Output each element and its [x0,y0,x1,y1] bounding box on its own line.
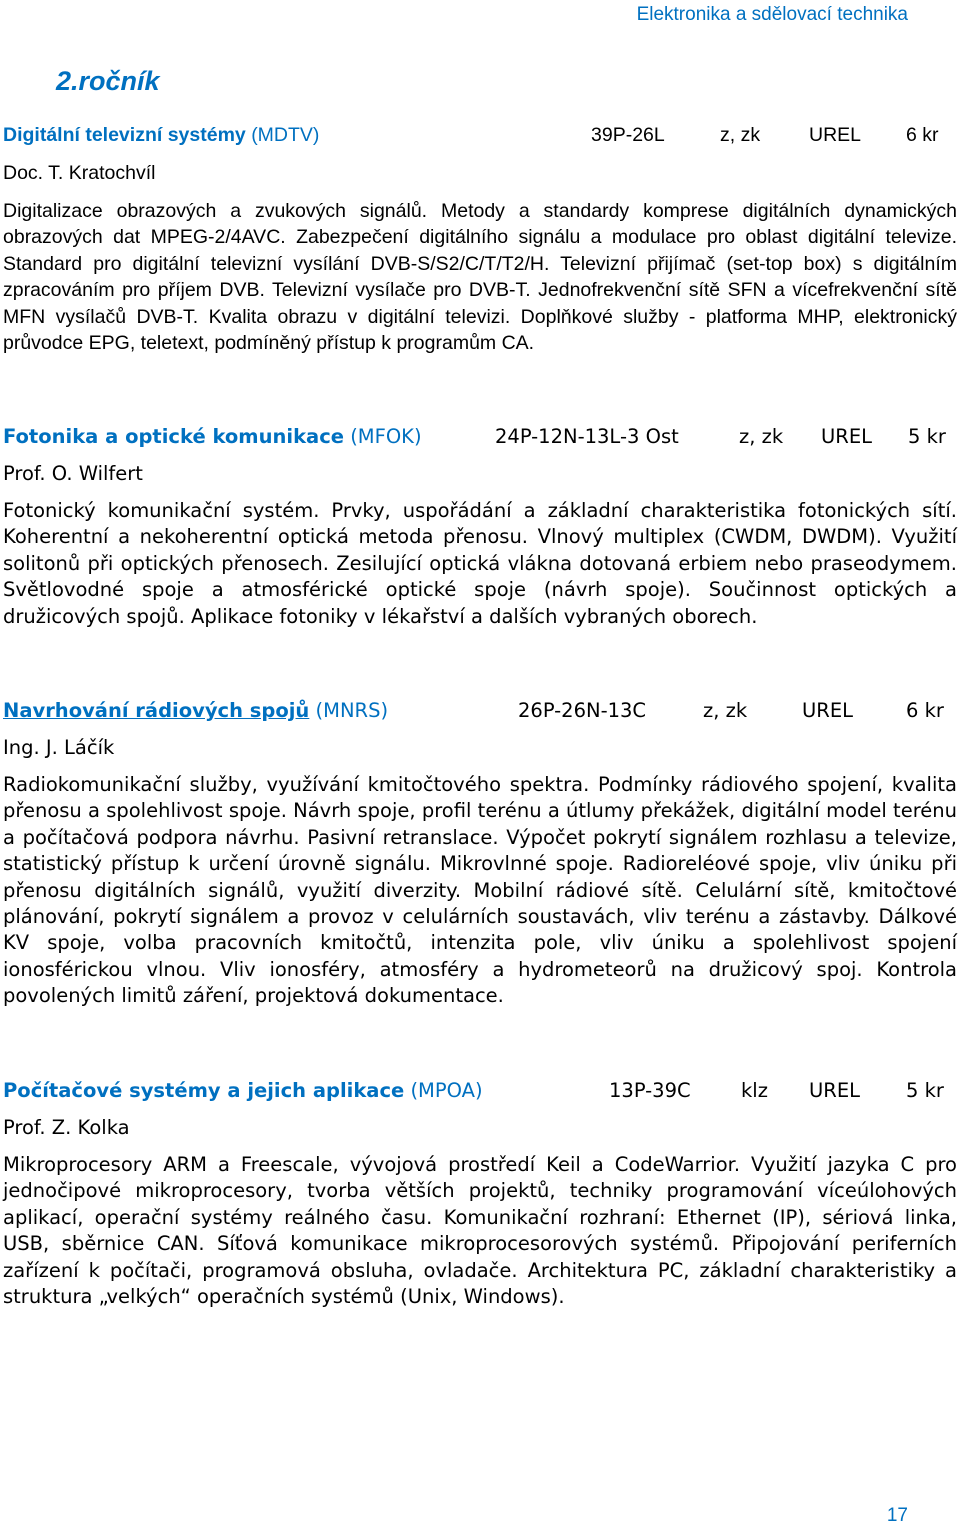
page-number: 17 [886,1505,908,1526]
course-credits: 6 kr [906,699,944,722]
course-completion: z, zk [703,699,748,722]
running-header: Elektronika a sdělovací technika [636,4,908,25]
course-lecturer: Prof. Z. Kolka [3,1116,130,1139]
course-title: Digitální televizní systémy [3,124,246,146]
course-department: UREL [821,425,873,448]
course-mfok [3,424,957,630]
course-title: Fotonika a optické komunikace [3,425,344,448]
course-completion: klz [741,1079,768,1102]
course-code: (MDTV) [251,124,320,146]
course-header [3,698,957,724]
course-hours: 13P-39C [609,1079,691,1102]
course-department: UREL [809,1079,861,1102]
course-code: (MFOK) [350,425,422,448]
course-mnrs [3,698,957,1010]
course-credits: 6 kr [906,124,939,146]
course-credits: 5 kr [906,1079,944,1102]
course-hours: 24P-12N-13L-3 Ost [495,425,679,448]
course-code: (MNRS) [315,699,389,722]
course-hours: 39P-26L [591,124,665,146]
course-mdtv [3,122,957,356]
course-header [3,1078,957,1104]
course-title: Navrhování rádiových spojů [3,699,310,722]
course-lecturer: Doc. T. Kratochvíl [3,162,156,184]
year-heading: 2.ročník [56,66,160,96]
course-mpoa [3,1078,957,1310]
course-department: UREL [809,124,862,146]
course-description: Digitalizace obrazových a zvukových signálů. Metody a standardy komprese digitálních dynamických obrazových dat MPEG-2/4AVC. Zabezpečení digitálního signálu a modulace pro oblast digitální televize. Standard pro digitální televizní vysílání DVB-S/S2/C/T/T2/H. Televizní přijímač (set-top box) s digitálním zpracováním pro příjem DVB. Televizní vysílače pro DVB-T. Jednofrekvenční sítě SFN a vícefrekvenční sítě MFN vysílačů DVB-T. Kvalita obrazu v digitální televizi. Doplňkové služby - platforma MHP, elektronický průvodce EPG, teletext, podmíněný přístup k programům CA. [3,200,957,355]
course-completion: z, zk [720,124,761,146]
course-hours: 26P-26N-13C [518,699,647,722]
course-header [3,424,957,450]
course-description: Radiokomunikační služby, využívání kmitočtového spektra. Podmínky rádiového spojení, kvalita přenosu a spolehlivost spoje. Návrh spoje, profil terénu a útlumy překážek, digitální model terénu a počítačová podpora návrhu. Pasivní retranslace. Výpočet pokrytí signálem rozhlasu a televize, statistický přístup k určení úrovně signálu. Mikrovlnné spoje. Radioreléové spoje, vliv úniku při přenosu digitálních signálů, využití diverzity. Mobilní rádiové sítě. Celulární sítě, kmitočtové plánování, pokrytí signálem a provoz v celulárních soustavách, vliv terénu a zástavby. Dálkové KV spoje, volba pracovních kmitočtů, intenzita pole, vliv úniku a spolehlivost spojení ionosférickou vlnou. Vliv ionosféry, atmosféry a hydrometeorů na družicový spoj. Kontrola povolených limitů záření, projektová dokumentace. [3,773,957,1008]
course-description: Fotonický komunikační systém. Prvky, uspořádání a základní charakteristika fotonických sítí. Koherentní a nekoherentní optická metoda přenosu. Vlnový multiplex (CWDM, DWDM). Využití solitonů při optických přenosech. Zesilující optická vlákna dotovaná erbiem nebo praseodymem. Světlovodné spoje a atmosférické optické spoje (návrh spoje). Součinnost optických a družicových spojů. Aplikace fotoniky v lékařství a dalších vybraných oborech. [3,499,957,628]
course-description: Mikroprocesory ARM a Freescale, vývojová prostředí Keil a CodeWarrior. Využití jazyka C pro jednočipové mikroprocesory, tvorba větších projektů, techniky programování víceúlohových aplikací, operační systémy reálného času. Komunikační rozhraní: Ethernet (IP), sériová linka, USB, sběrnice CAN. Síťová komunikace mikroprocesorových systémů. Připojování periferních zařízení k počítači, programová obsluha, ovladače. Architektura PC, základní charakteristiky a struktura „velkých“ operačních systémů (Unix, Windows). [3,1153,957,1309]
course-title: Počítačové systémy a jejich aplikace [3,1079,405,1102]
course-lecturer: Ing. J. Láčík [3,736,115,759]
course-header [3,122,957,148]
course-lecturer: Prof. O. Wilfert [3,462,143,485]
course-code: (MPOA) [410,1079,483,1102]
course-credits: 5 kr [908,425,946,448]
course-department: UREL [802,699,854,722]
course-completion: z, zk [739,425,784,448]
